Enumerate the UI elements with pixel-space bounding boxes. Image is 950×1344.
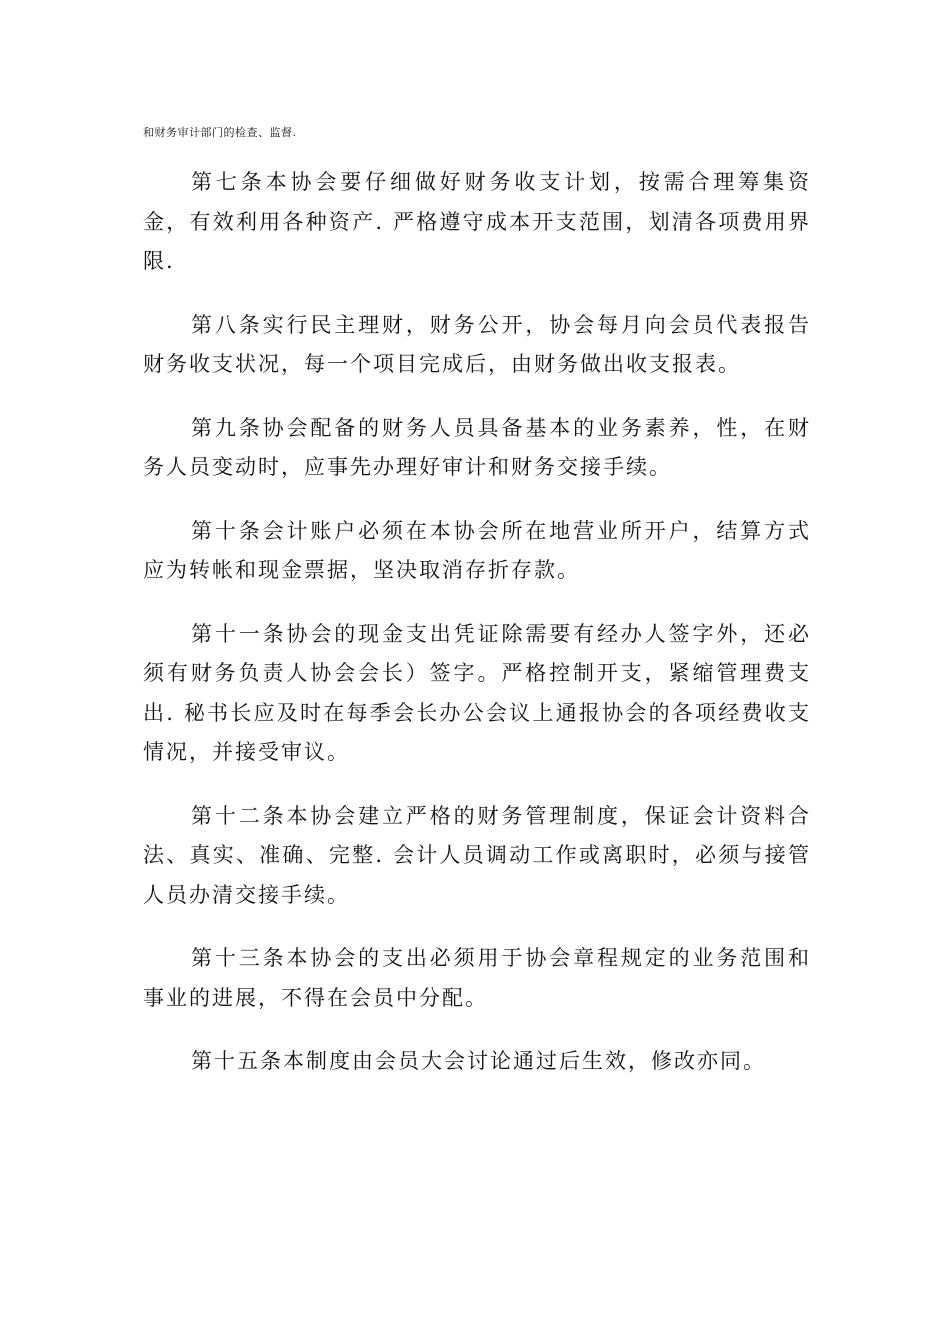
article-9-paragraph: 第九条协会配备的财务人员具备基本的业务素养，性，在财务人员变动时，应事先办理好审计和财务交接手续。	[143, 415, 811, 479]
article-12-paragraph: 第十二条本协会建立严格的财务管理制度，保证会计资料合法、真实、准确、完整. 会计人员调动工作或离职时，必须与接管人员办清交接手续。	[143, 803, 811, 907]
article-7-paragraph: 第七条本协会要仔细做好财务收支计划，按需合理筹集资金，有效利用各种资产. 严格遵守成本开支范围，划清各项费用界限.	[143, 170, 811, 273]
article-11-paragraph: 第十一条协会的现金支出凭证除需要有经办人签字外，还必须有财务负责人协会会长）签字。严格控制开支，紧缩管理费支出. 秘书长应及时在每季会长办公会议上通报协会的各项经费收支情况，并接受审议。	[143, 621, 811, 764]
article-15-paragraph: 第十五条本制度由会员大会讨论通过后生效，修改亦同。	[191, 1049, 766, 1073]
document-body	[143, 163, 811, 1106]
article-10-paragraph: 第十条会计账户必须在本协会所在地营业所开户，结算方式应为转帐和现金票据，坚决取消存折存款。	[143, 518, 811, 582]
article-8-paragraph: 第八条实行民主理财，财务公开，协会每月向会员代表报告财务收支状况，每一个项目完成后，由财务做出收支报表。	[143, 312, 811, 376]
article-13-paragraph: 第十三条本协会的支出必须用于协会章程规定的业务范围和事业的进展，不得在会员中分配。	[143, 946, 811, 1010]
intro-line: 和财务审计部门的检查、监督.	[143, 126, 297, 139]
